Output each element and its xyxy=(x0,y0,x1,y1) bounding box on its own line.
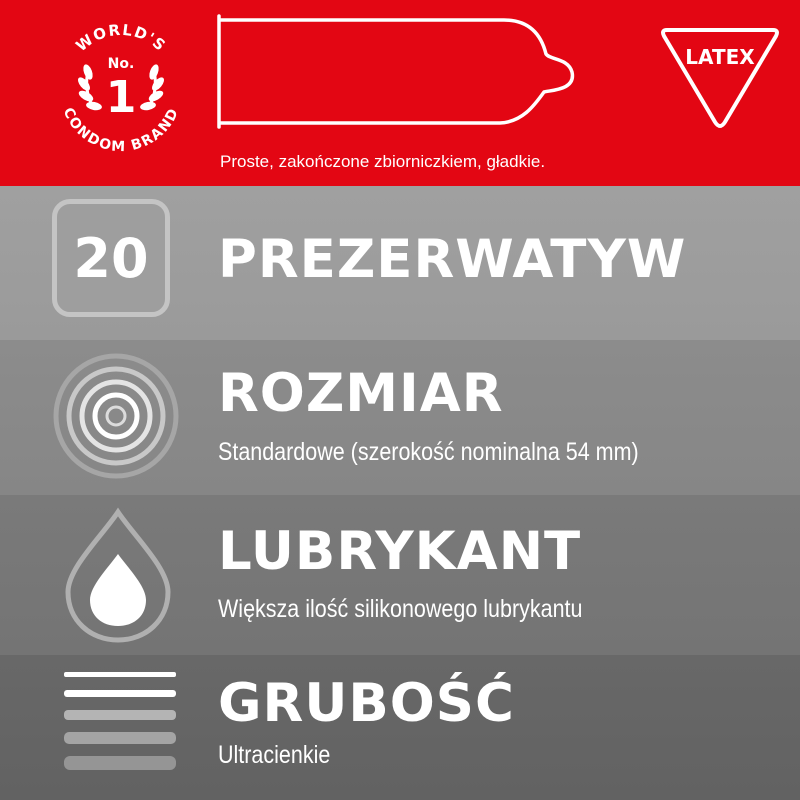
feature-subtitle-lube: Większa ilość silikonowego lubrykantu xyxy=(218,595,583,623)
header-band xyxy=(0,0,800,186)
header-tagline: Proste, zakończone zbiorniczkiem, gładkie. xyxy=(220,152,546,171)
badge-arc-top-text: WORLD'S xyxy=(72,20,170,56)
feature-subtitle-thickness: Ultracienkie xyxy=(218,741,331,769)
feature-title-size: ROZMIAR xyxy=(218,363,504,424)
droplet-icon xyxy=(58,506,178,646)
condom-outline-icon xyxy=(214,12,584,132)
feature-title-thickness: GRUBOŚĆ xyxy=(218,673,515,734)
worlds-no1-badge xyxy=(46,10,196,160)
badge-number: 1 xyxy=(105,72,137,123)
count-box-icon xyxy=(52,199,170,317)
concentric-circles-icon xyxy=(52,352,180,480)
latex-label: LATEX xyxy=(685,45,755,69)
badge-arc-bottom-text: CONDOM BRAND xyxy=(59,105,183,156)
latex-triangle-icon xyxy=(655,18,785,133)
feature-subtitle-size: Standardowe (szerokość nominalna 54 mm) xyxy=(218,438,639,466)
thickness-lines-icon xyxy=(60,668,180,788)
badge-number-prefix: No. xyxy=(107,56,135,72)
svg-text:WORLD'S xyxy=(72,21,170,56)
feature-title-lube: LUBRYKANT xyxy=(218,521,582,582)
feature-title-count: PREZERWATYW xyxy=(218,229,687,290)
condom-count: 20 xyxy=(73,226,149,290)
